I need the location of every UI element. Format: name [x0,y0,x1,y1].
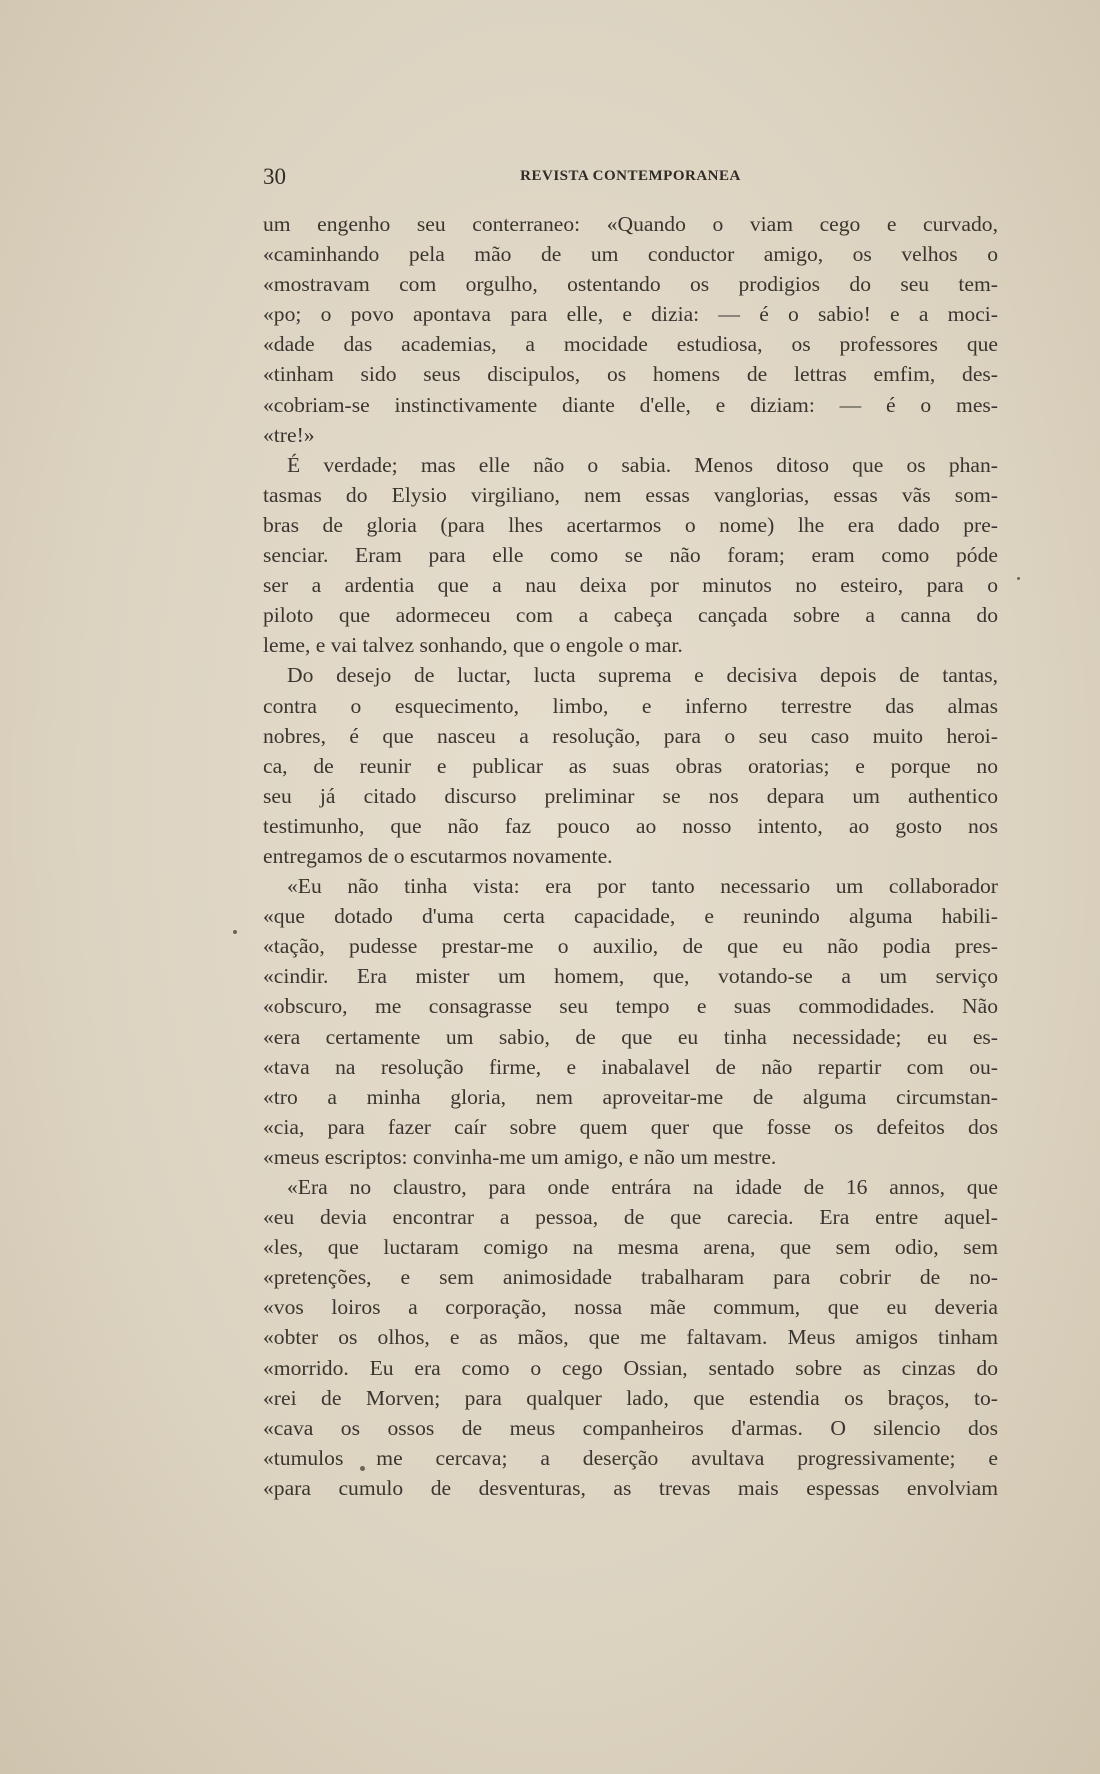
text-line: «Era no claustro, para onde entrára na idade de 16 annos, que [287,1175,998,1199]
text-line: «obter os olhos, e as mãos, que me faltavam. Meus amigos tinham [263,1325,998,1350]
text-line: «cia, para fazer caír sobre quem quer que fosse os defeitos dos [263,1114,998,1139]
text-line: leme, e vai talvez sonhando, que o engole o mar. [263,633,683,658]
body-text [263,209,998,1503]
text-line: «tação, pudesse prestar-me o auxilio, de que eu não podia pres- [263,934,998,959]
text-line: «mostravam com orgulho, ostentando os prodigios do seu tem- [263,272,998,297]
text-line: «les, que luctaram comigo na mesma arena, que sem odio, sem [263,1235,998,1260]
ink-speck [1017,577,1020,580]
text-line: seu já citado discurso preliminar se nos depara um authentico [263,783,998,808]
text-line: ca, de reunir e publicar as suas obras oratorias; e porque no [263,753,998,778]
text-line: piloto que adormeceu com a cabeça cançada sobre a canna do [263,603,998,628]
text-line: senciar. Eram para elle como se não foram; eram como póde [263,543,998,568]
ink-speck [233,930,237,934]
text-line: «po; o povo apontava para elle, e dizia: — é o sabio! e a moci- [263,302,998,327]
text-line: entregamos de o escutarmos novamente. [263,843,613,868]
text-line: Do desejo de luctar, lucta suprema e decisiva depois de tantas, [287,663,998,688]
text-line: «para cumulo de desventuras, as trevas mais espessas envolviam [263,1475,998,1500]
text-line: «vos loiros a corporação, nossa mãe commum, que eu deveria [263,1295,998,1320]
text-line: «caminhando pela mão de um conductor amigo, os velhos o [263,242,998,267]
text-line: É verdade; mas elle não o sabia. Menos ditoso que os phan- [287,452,998,477]
text-line: «cava os ossos de meus companheiros d'armas. O silencio dos [263,1415,998,1440]
text-line: bras de gloria (para lhes acertarmos o nome) lhe era dado pre- [263,512,998,537]
text-line: «tro a minha gloria, nem aproveitar-me de alguma circumstan- [263,1084,998,1109]
text-line: testimunho, que não faz pouco ao nosso intento, ao gosto nos [263,813,998,838]
page-number: 30 [263,164,286,189]
text-line: «cobriam-se instinctivamente diante d'elle, e diziam: — é o mes- [263,392,998,417]
text-line: «eu devia encontrar a pessoa, de que carecia. Era entre aquel- [263,1205,998,1230]
text-line: «meus escriptos: convinha-me um amigo, e não um mestre. [263,1144,777,1169]
text-line: «pretenções, e sem animosidade trabalharam para cobrir de no- [263,1265,998,1290]
text-line: «tava na resolução firme, e inabalavel de não repartir com ou- [263,1054,998,1079]
text-line: «tumulos me cercava; a deserção avultava progressivamente; e [263,1445,998,1470]
text-line: «rei de Morven; para qualquer lado, que estendia os braços, to- [263,1385,998,1410]
text-line: «Eu não tinha vista: era por tanto necessario um collaborador [287,874,998,899]
text-line: «que dotado d'uma certa capacidade, e reunindo alguma habili- [263,904,998,929]
text-line: «morrido. Eu era como o cego Ossian, sentado sobre as cinzas do [263,1355,998,1380]
text-line: um engenho seu conterraneo: «Quando o viam cego e curvado, [263,212,998,236]
text-line: contra o esquecimento, limbo, e inferno terrestre das almas [263,693,998,718]
text-line: «tre!» [263,422,315,447]
text-line: «obscuro, me consagrasse seu tempo e suas commodidades. Não [263,994,998,1019]
text-line: «dade das academias, a mocidade estudiosa, os professores que [263,332,998,357]
running-title: REVISTA CONTEMPORANEA [520,168,741,184]
text-line: ser a ardentia que a nau deixa por minutos no esteiro, para o [263,573,998,598]
text-line: nobres, é que nasceu a resolução, para o seu caso muito heroi- [263,723,998,748]
page-header [263,164,998,194]
text-line: tasmas do Elysio virgiliano, nem essas vanglorias, essas vãs som- [263,482,998,507]
text-line: «tinham sido seus discipulos, os homens de lettras emfim, des- [263,362,998,387]
text-line: «era certamente um sabio, de que eu tinha necessidade; eu es- [263,1024,998,1049]
text-line: «cindir. Era mister um homem, que, votando-se a um serviço [263,964,998,989]
